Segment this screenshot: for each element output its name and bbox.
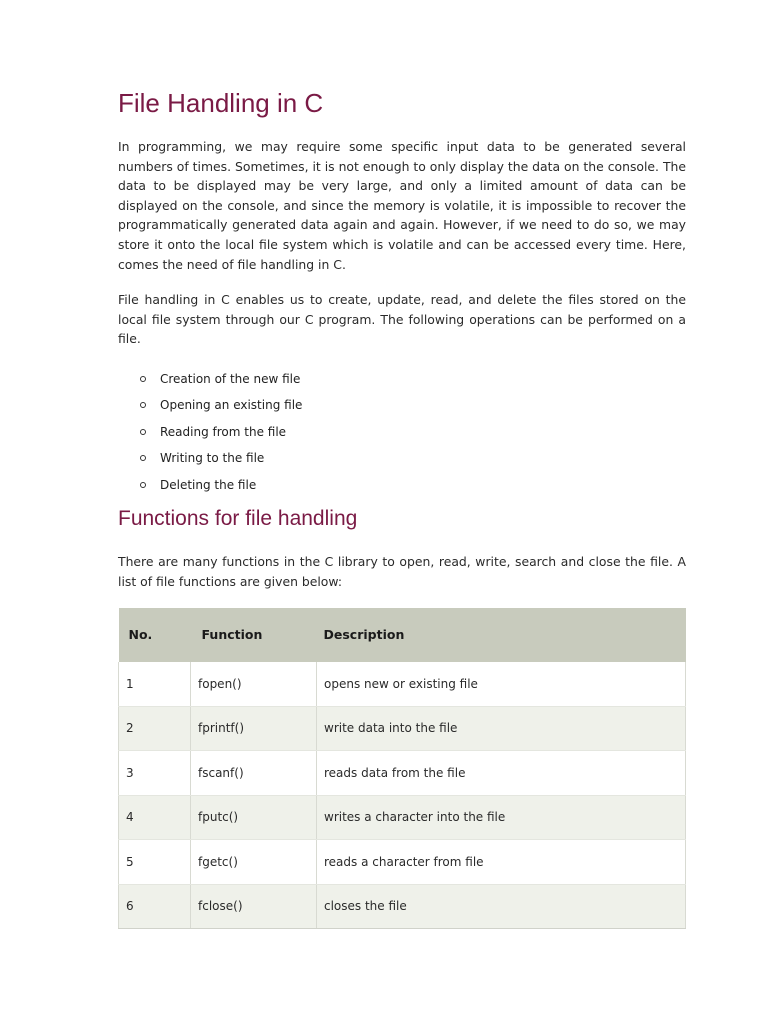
table-row [119,662,686,707]
cell-no: 5 [119,840,191,885]
document-content [118,86,686,929]
list-item-text: Creation of the new file [160,371,301,386]
cell-function: fgetc() [191,840,317,885]
list-item [118,475,686,502]
list-item [118,369,686,396]
cell-description: write data into the file [317,706,686,751]
cell-no: 1 [119,662,191,707]
list-item [118,422,686,449]
table-row [119,706,686,751]
cell-description: opens new or existing file [317,662,686,707]
cell-function: fclose() [191,884,317,929]
list-item-text: Opening an existing file [160,398,303,413]
cell-function: fprintf() [191,706,317,751]
cell-description: reads data from the file [317,751,686,796]
cell-function: fputc() [191,795,317,840]
cell-function: fscanf() [191,751,317,796]
table-row [119,795,686,840]
cell-description: reads a character from file [317,840,686,885]
table-header-row [119,608,686,662]
list-item-text: Writing to the file [160,451,265,466]
cell-description: writes a character into the file [317,795,686,840]
header-description: Description [323,627,405,643]
circle-bullet-icon [140,455,146,461]
cell-no: 6 [119,884,191,929]
intro-paragraph-2: File handling in C enables us to create, update, read, and delete the files stored on the local file system through our C program. The following operations can be performed on a file. [118,292,686,347]
list-item-text: Reading from the file [160,424,287,439]
cell-no: 2 [119,706,191,751]
cell-no: 3 [119,751,191,796]
file-functions-table [118,608,686,930]
section-heading-functions: Functions for file handling [118,507,358,531]
header-function: Function [201,627,263,643]
operations-list [118,369,686,502]
list-item [118,395,686,422]
intro-paragraph-1: In programming, we may require some specific input data to be generated several numbers of times. Sometimes, it is not enough to only display the data on the console. The data to be displayed may be very large, and only a limited amount of data can be displayed on the console, and since the memory is volatile, it is impossible to recover the programmatically generated data again and again. However, if we need to do so, we may store it onto the local file system which is volatile and can be accessed every time. Here, comes the need of file handling in C. [118,139,686,272]
cell-function: fopen() [191,662,317,707]
table-header [119,608,686,662]
circle-bullet-icon [140,376,146,382]
functions-paragraph: There are many functions in the C library to open, read, write, search and close the file. A list of file functions are given below: [118,554,686,590]
cell-no: 4 [119,795,191,840]
page-title: File Handling in C [118,88,324,118]
circle-bullet-icon [140,482,146,488]
table-body [119,662,686,929]
list-item [118,448,686,475]
table-row [119,751,686,796]
table-row [119,884,686,929]
circle-bullet-icon [140,402,146,408]
header-no: No. [128,627,153,643]
table-row [119,840,686,885]
circle-bullet-icon [140,429,146,435]
cell-description: closes the file [317,884,686,929]
list-item-text: Deleting the file [160,477,257,492]
